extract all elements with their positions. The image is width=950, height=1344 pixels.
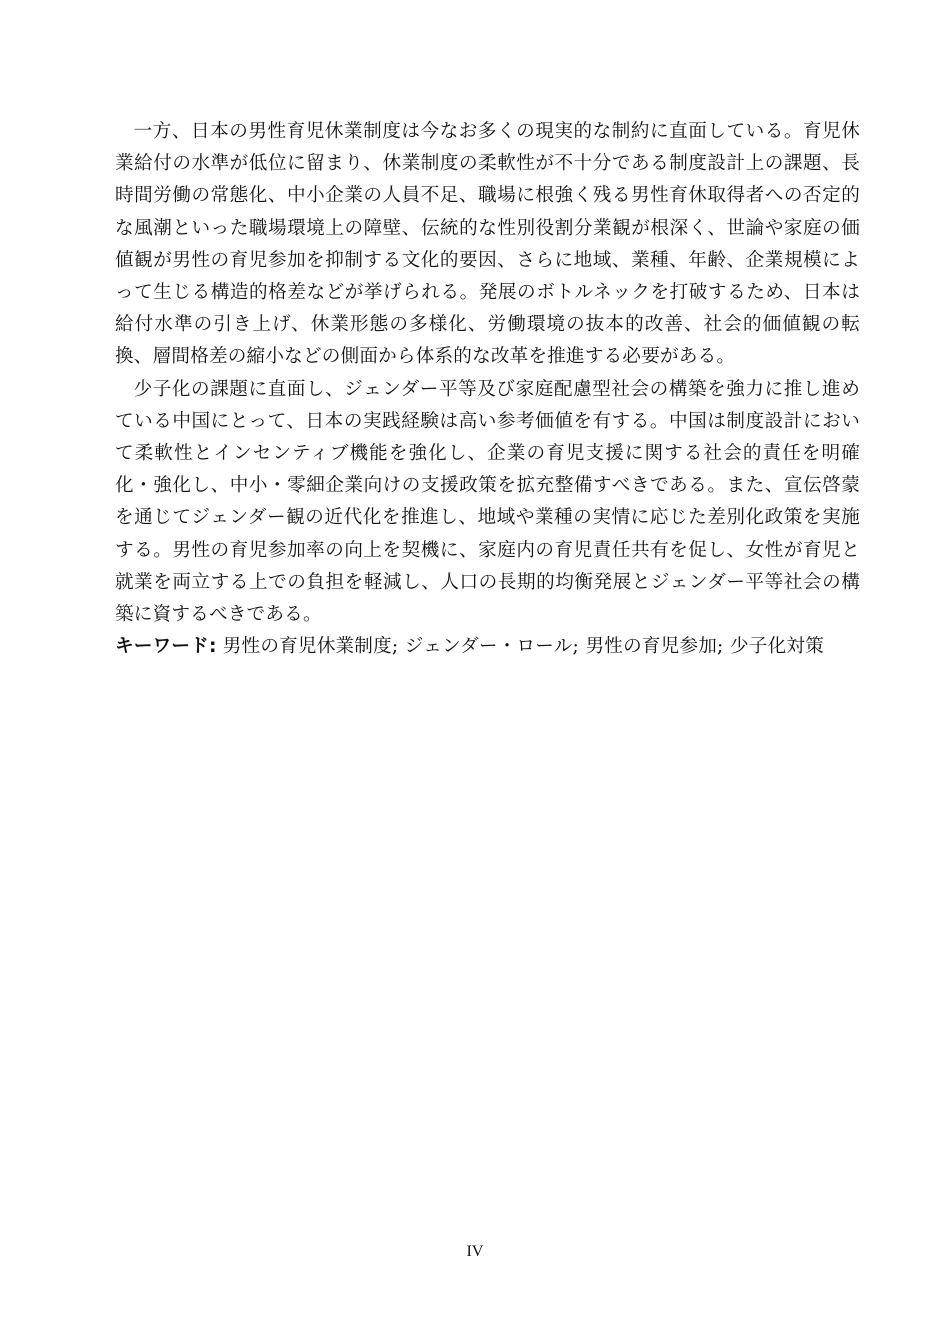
abstract-body xyxy=(115,116,860,663)
keyword-item: 少子化対策 xyxy=(730,636,824,658)
keyword-separator: ; xyxy=(717,636,724,658)
paragraph-2: 少子化の課題に直面し、ジェンダー平等及び家庭配慮型社会の構築を強力に推し進めている中国にとって、日本の実践経験は高い参考価値を有する。中国は制度設計において柔軟性とインセンティブ機能を強化し、企業の育児支援に関する社会的責任を明確化・強化し、中小・零細企業向けの支援政策を拡充整備すべきである。また、宣伝啓蒙を通じてジェンダー観の近代化を推進し、地域や業種の実情に応じた差別化政策を実施する。男性の育児参加率の向上を契機に、家庭内の育児責任共有を促し、女性が育児と就業を両立する上での負担を軽減し、人口の長期的均衡発展とジェンダー平等社会の構築に資するべきである。 xyxy=(115,378,860,626)
paragraph-1: 一方、日本の男性育児休業制度は今なお多くの現実的な制約に直面している。育児休業給付の水準が低位に留まり、休業制度の柔軟性が不十分である制度設計上の課題、長時間労働の常態化、中小企業の人員不足、職場に根強く残る男性育休取得者への否定的な風潮といった職場環境上の障壁、伝統的な性別役割分業観が根深く、世論や家庭の価値観が男性の育児参加を抑制する文化的要因、さらに地域、業種、年齢、企業規模によって生じる構造的格差などが挙げられる。発展のボトルネックを打破するため、日本は給付水準の引き上げ、休業形態の多様化、労働環境の抜本的改善、社会的価値観の転換、層間格差の縮小などの側面から体系的な改革を推進する必要がある。 xyxy=(115,121,860,368)
keyword-separator: ; xyxy=(572,636,579,658)
keywords-label: キーワード: xyxy=(115,636,217,658)
keywords-line xyxy=(115,631,860,663)
page-number: IV xyxy=(466,1243,484,1260)
keyword-item: 男性の育児参加 xyxy=(585,636,718,658)
keyword-item: ジェンダー・ロール xyxy=(404,636,573,658)
keyword-separator: ; xyxy=(391,636,399,658)
keyword-item: 男性の育児休業制度 xyxy=(222,636,392,658)
